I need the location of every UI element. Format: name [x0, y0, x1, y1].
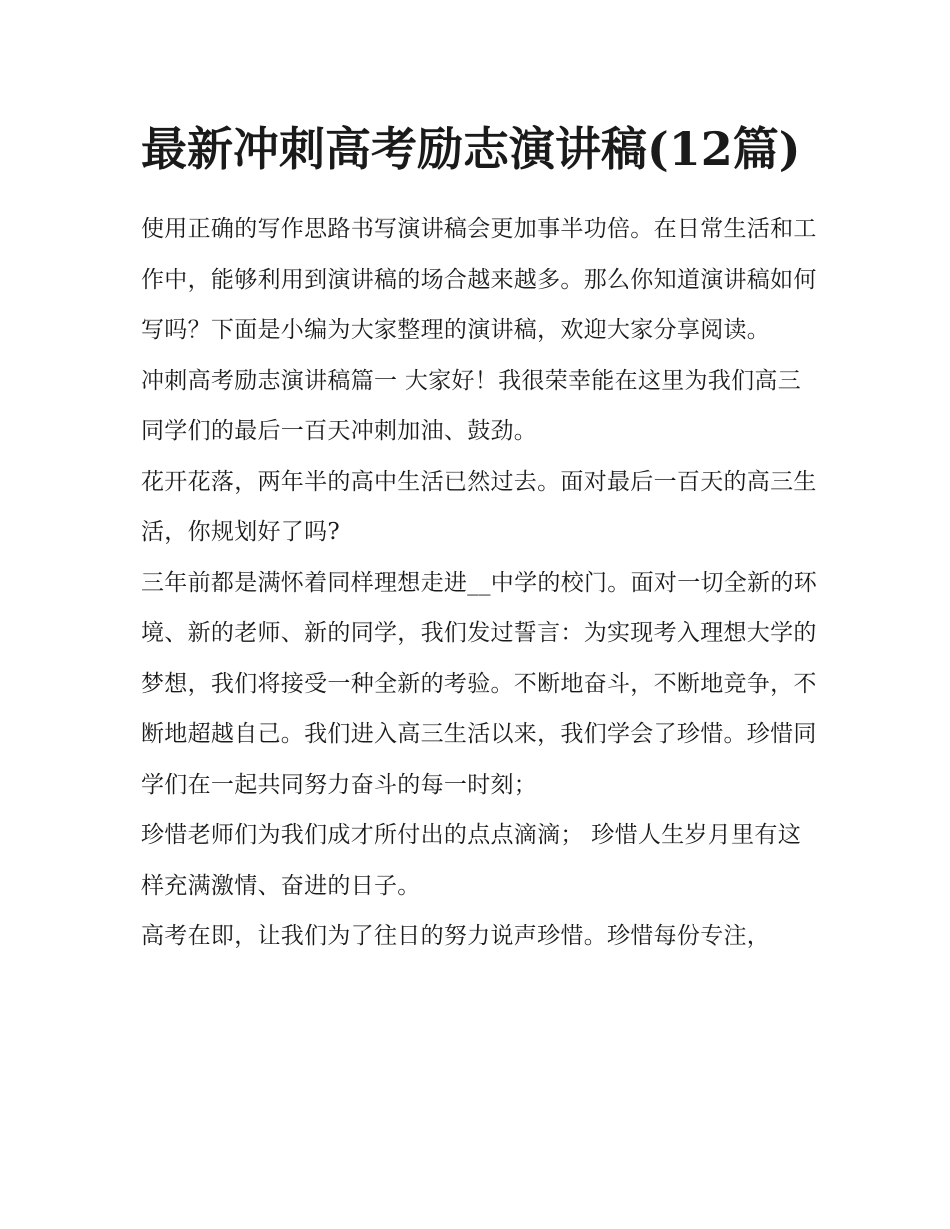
document-page — [141, 112, 821, 962]
paragraph-4: 珍惜老师们为我们成才所付出的点点滴滴； 珍惜人生岁月里有这样充满激情、奋进的日子。 — [141, 822, 802, 899]
paragraph-3: 三年前都是满怀着同样理想走进__中学的校门。面对一切全新的环境、新的老师、新的同学，我们发过誓言：为实现考入理想大学的梦想，我们将接受一种全新的考验。不断地奋斗，不断地竞争，不断地超越自己。我们进入高三生活以来，我们学会了珍惜。珍惜同学们在一起共同努力奋斗的每一时刻； — [141, 569, 817, 798]
paragraph-5: 高考在即，让我们为了往日的努力说声珍惜。珍惜每份专注， — [141, 923, 771, 949]
paragraph-2: 花开花落，两年半的高中生活已然过去。面对最后一百天的高三生活，你规划好了吗? — [141, 468, 817, 545]
paragraph-1: 冲刺高考励志演讲稿篇一 大家好！我很荣幸能在这里为我们高三同学们的最后一百天冲刺加油、鼓劲。 — [141, 367, 802, 444]
paragraph-intro: 使用正确的写作思路书写演讲稿会更加事半功倍。在日常生活和工作中，能够利用到演讲稿的场合越来越多。那么你知道演讲稿如何写吗？下面是小编为大家整理的演讲稿，欢迎大家分享阅读。 — [141, 216, 817, 343]
document-title: 最新冲刺高考励志演讲稿(12篇) — [141, 122, 801, 176]
